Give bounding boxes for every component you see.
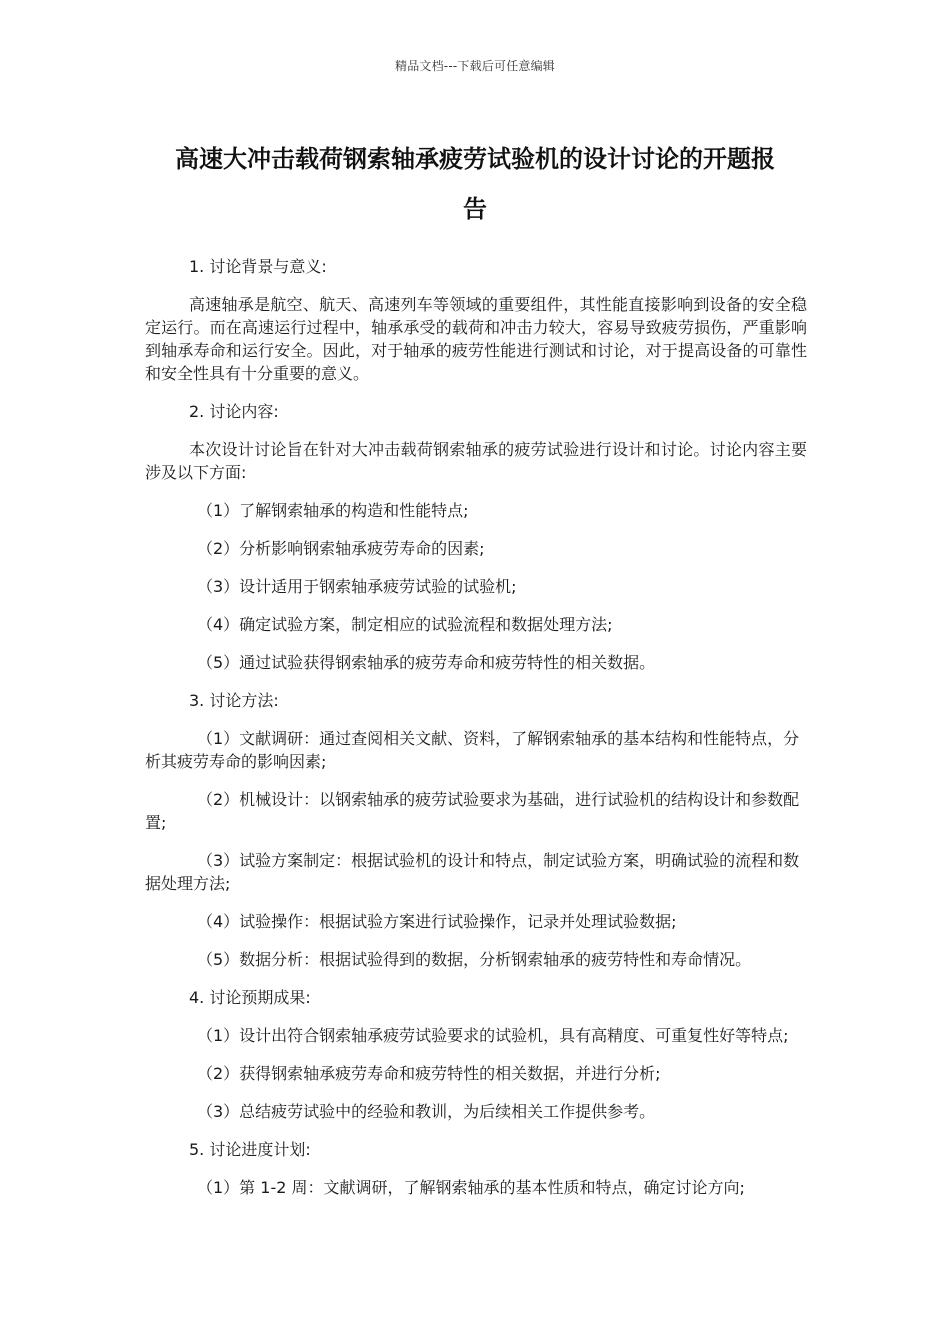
- title-line-2: 告: [463, 195, 487, 223]
- section-4-item: （1）设计出符合钢索轴承疲劳试验要求的试验机，具有高精度、可重复性好等特点;: [197, 1026, 789, 1045]
- section-3-item: （5）数据分析：根据试验得到的数据，分析钢索轴承的疲劳特性和寿命情况。: [197, 950, 752, 969]
- section-4-item: （2）获得钢索轴承疲劳寿命和疲劳特性的相关数据，并进行分析;: [197, 1064, 661, 1083]
- title-line-1: 高速大冲击载荷钢索轴承疲劳试验机的设计讨论的开题报: [175, 145, 775, 173]
- section-3-heading: 3. 讨论方法:: [189, 691, 279, 710]
- section-2-item: （5）通过试验获得钢索轴承的疲劳寿命和疲劳特性的相关数据。: [197, 653, 656, 672]
- section-1-paragraph: 高速轴承是航空、航天、高速列车等领域的重要组件，其性能直接影响到设备的安全稳定运行。而在高速运行过程中，轴承承受的载荷和冲击力较大，容易导致疲劳损伤，严重影响到轴承寿命和运行安全。因此，对于轴承的疲劳性能进行测试和讨论，对于提高设备的可靠性和安全性具有十分重要的意义。: [145, 295, 807, 383]
- section-5-heading: 5. 讨论进度计划:: [189, 1140, 311, 1159]
- section-1-heading: 1. 讨论背景与意义:: [189, 257, 327, 276]
- section-2-item: （2）分析影响钢索轴承疲劳寿命的因素;: [197, 539, 485, 558]
- section-2-paragraph: 本次设计讨论旨在针对大冲击载荷钢索轴承的疲劳试验进行设计和讨论。讨论内容主要涉及以下方面:: [145, 440, 807, 482]
- section-3-item: （4）试验操作：根据试验方案进行试验操作，记录并处理试验数据;: [197, 912, 677, 931]
- section-4-heading: 4. 讨论预期成果:: [189, 988, 311, 1007]
- section-3-item: （1）文献调研：通过查阅相关文献、资料，了解钢索轴承的基本结构和性能特点，分析其疲劳寿命的影响因素;: [145, 729, 800, 771]
- section-4-item: （3）总结疲劳试验中的经验和教训，为后续相关工作提供参考。: [197, 1102, 656, 1121]
- section-2-item: （4）确定试验方案，制定相应的试验流程和数据处理方法;: [197, 615, 613, 634]
- document-body: [145, 255, 807, 1214]
- section-2-item: （3）设计适用于钢索轴承疲劳试验的试验机;: [197, 577, 517, 596]
- section-3-item: （2）机械设计：以钢索轴承的疲劳试验要求为基础，进行试验机的结构设计和参数配置;: [145, 790, 800, 832]
- page-header: 精品文档---下载后可任意编辑: [395, 59, 555, 73]
- section-5-item: （1）第 1-2 周：文献调研，了解钢索轴承的基本性质和特点，确定讨论方向;: [197, 1178, 745, 1197]
- document-title: [140, 134, 810, 234]
- section-2-item: （1）了解钢索轴承的构造和性能特点;: [197, 501, 469, 520]
- section-2-heading: 2. 讨论内容:: [189, 402, 279, 421]
- section-3-item: （3）试验方案制定：根据试验机的设计和特点，制定试验方案，明确试验的流程和数据处理方法;: [145, 851, 800, 893]
